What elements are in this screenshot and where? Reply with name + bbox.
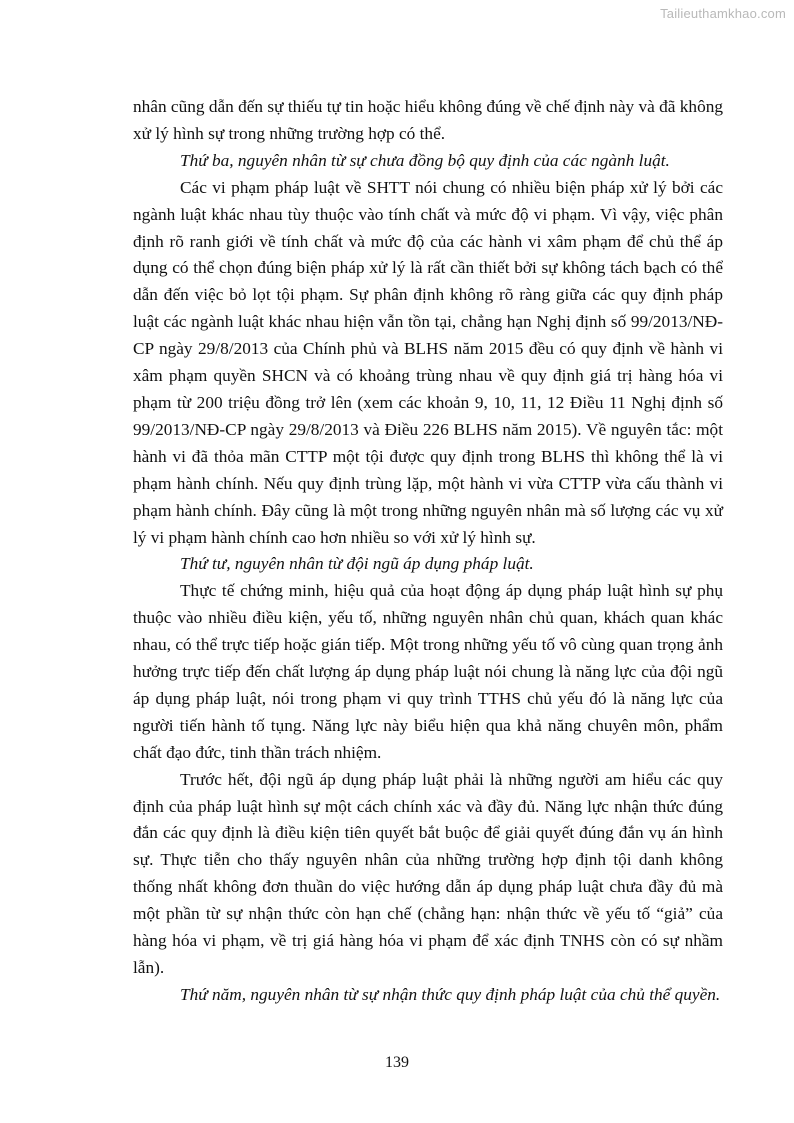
section-heading-fifth-cause: Thứ năm, nguyên nhân từ sự nhận thức quy định pháp luật của chủ thể quyền. bbox=[180, 984, 721, 1004]
page-body bbox=[133, 94, 723, 1009]
section-heading-fourth-cause: Thứ tư, nguyên nhân từ đội ngũ áp dụng pháp luật. bbox=[180, 554, 534, 574]
paragraph-enforcement-capacity: Thực tế chứng minh, hiệu quả của hoạt động áp dụng pháp luật hình sự phụ thuộc vào nhiều điều kiện, yếu tố, những nguyên nhân chủ quan, khách quan khác nhau, có thể trực tiếp hoặc gián tiếp. Một trong những yếu tố vô cùng quan trọng ảnh hưởng trực tiếp đến chất lượng áp dụng pháp luật nói chung là năng lực của đội ngũ áp dụng pháp luật, nói trong phạm vi quy trình TTHS chủ yếu đó là năng lực của người tiến hành tố tụng. Năng lực này biểu hiện qua khả năng chuyên môn, phẩm chất đạo đức, tinh thần trách nhiệm. bbox=[133, 581, 723, 762]
paragraph-legal-inconsistency: Các vi phạm pháp luật về SHTT nói chung có nhiều biện pháp xử lý bởi các ngành luật khác nhau tùy thuộc vào tính chất và mức độ vi phạm. Vì vậy, việc phân định rõ ranh giới về tính chất và mức độ của các hành vi xâm phạm để chủ thể áp dụng có thể chọn đúng biện pháp xử lý là rất cần thiết bởi sự không tách bạch có thể dẫn đến việc bỏ lọt tội phạm. Sự phân định không rõ ràng giữa các quy định pháp luật các ngành luật khác nhau hiện vẫn tồn tại, chẳng hạn Nghị định số 99/2013/NĐ-CP ngày 29/8/2013 của Chính phủ và BLHS năm 2015 đều có quy định về hành vi xâm phạm quyền SHCN và có khoảng trùng nhau về quy định giá trị hàng hóa vi phạm từ 200 triệu đồng trở lên (xem các khoản 9, 10, 11, 12 Điều 11 Nghị định số 99/2013/NĐ-CP ngày 29/8/2013 và Điều 226 BLHS năm 2015). Về nguyên tắc: một hành vi đã thỏa mãn CTTP một tội được quy định trong BLHS thì không thể là vi phạm hành chính. Nếu quy định trùng lặp, một hành vi vừa CTTP vừa cấu thành vi phạm hành chính. Đây cũng là một trong những nguyên nhân mà số lượng các vụ xử lý vi phạm hành chính cao hơn nhiều so với xử lý hình sự. bbox=[133, 177, 723, 547]
paragraph-continuation: nhân cũng dẫn đến sự thiếu tự tin hoặc hiểu không đúng về chế định này và đã không xử lý hình sự trong những trường hợp có thể. bbox=[133, 97, 723, 143]
section-heading-third-cause: Thứ ba, nguyên nhân từ sự chưa đồng bộ quy định của các ngành luật. bbox=[180, 150, 670, 170]
paragraph-legal-understanding: Trước hết, đội ngũ áp dụng pháp luật phải là những người am hiểu các quy định của pháp luật hình sự một cách chính xác và đầy đủ. Năng lực nhận thức đúng đắn các quy định là điều kiện tiên quyết bắt buộc để giải quyết đúng đắn vụ án hình sự. Thực tiễn cho thấy nguyên nhân của những trường hợp định tội danh không thống nhất không đơn thuần do việc hướng dẫn áp dụng pháp luật chưa đầy đủ mà một phần từ sự nhận thức còn hạn chế (chẳng hạn: nhận thức về yếu tố “giả” của hàng hóa vi phạm, về trị giá hàng hóa vi phạm để xác định TNHS còn có sự nhầm lẫn). bbox=[133, 769, 723, 977]
page-number: 139 bbox=[385, 1054, 409, 1071]
watermark-text: Tailieuthamkhao.com bbox=[660, 6, 786, 21]
